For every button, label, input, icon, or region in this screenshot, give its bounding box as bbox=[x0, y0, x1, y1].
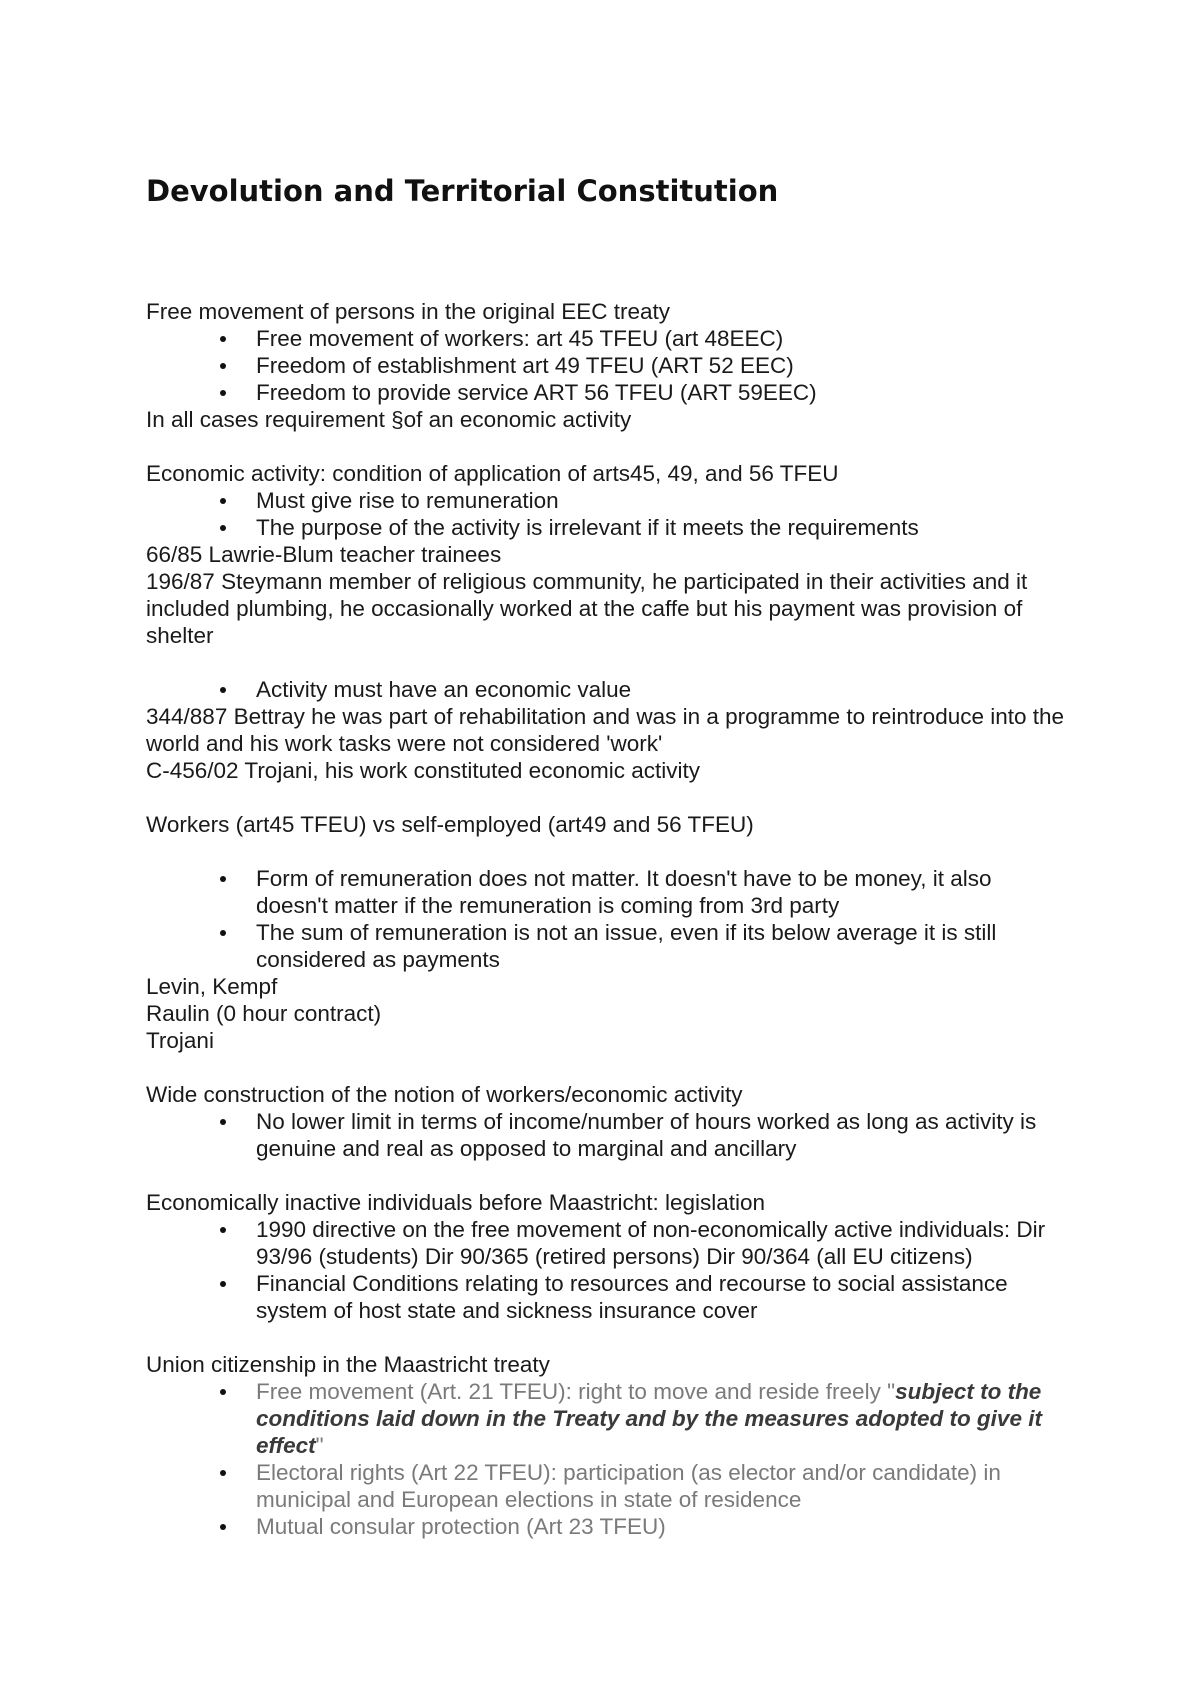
list-item: No lower limit in terms of income/number of hours worked as long as activity is genuine and real as opposed to marginal and ancillary bbox=[146, 1108, 1066, 1162]
spacer bbox=[146, 1054, 1066, 1081]
case-levin-kempf: Levin, Kempf bbox=[146, 974, 278, 999]
list-item: Free movement (Art. 21 TFEU): right to move and reside freely "subject to the conditions laid down in the Treaty and by the measures adopted to give it effect" bbox=[146, 1378, 1066, 1459]
bullet-icon bbox=[220, 1119, 226, 1125]
section-heading-union-citizenship: Union citizenship in the Maastricht treaty bbox=[146, 1352, 550, 1377]
bullet-icon bbox=[220, 930, 226, 936]
bullet-icon bbox=[220, 336, 226, 342]
list-item: Freedom to provide service ART 56 TFEU (ART 59EEC) bbox=[146, 379, 1066, 406]
bullet-icon bbox=[220, 876, 226, 882]
emphasized-quote: subject to the conditions laid down in the Treaty and by the measures adopted to give it effect bbox=[256, 1379, 1042, 1458]
bullet-list-eec-freedoms bbox=[146, 325, 1066, 406]
bullet-icon bbox=[220, 1524, 226, 1530]
section-heading-workers-vs-self-employed: Workers (art45 TFEU) vs self-employed (art49 and 56 TFEU) bbox=[146, 812, 754, 837]
document-title: Devolution and Territorial Constitution bbox=[146, 174, 779, 208]
case-trojani-2: Trojani bbox=[146, 1028, 214, 1053]
bullet-icon bbox=[220, 687, 226, 693]
list-item: Electoral rights (Art 22 TFEU): participation (as elector and/or candidate) in municipal and European elections in state of residence bbox=[146, 1459, 1066, 1513]
list-item: Must give rise to remuneration bbox=[146, 487, 1066, 514]
paragraph-requirement: In all cases requirement §of an economic activity bbox=[146, 407, 632, 432]
document-body bbox=[146, 298, 1066, 1540]
list-item: Free movement of workers: art 45 TFEU (art 48EEC) bbox=[146, 325, 1066, 352]
bullet-icon bbox=[220, 525, 226, 531]
bullet-list-wide-construction bbox=[146, 1108, 1066, 1162]
list-item: 1990 directive on the free movement of non-economically active individuals: Dir 93/96 (students) Dir 90/365 (retired persons) Dir 90/364 (all EU citizens) bbox=[146, 1216, 1066, 1270]
list-item: Form of remuneration does not matter. It doesn't have to be money, it also doesn't matter if the remuneration is coming from 3rd party bbox=[146, 865, 1066, 919]
spacer bbox=[146, 433, 1066, 460]
bullet-list-inactive-individuals bbox=[146, 1216, 1066, 1324]
spacer bbox=[146, 1324, 1066, 1351]
case-steymann: 196/87 Steymann member of religious community, he participated in their activities and it included plumbing, he occasionally worked at the caffe but his payment was provision of shelter bbox=[146, 569, 1028, 648]
section-heading-eec-treaty: Free movement of persons in the original EEC treaty bbox=[146, 299, 670, 324]
section-heading-inactive-individuals: Economically inactive individuals before Maastricht: legislation bbox=[146, 1190, 766, 1215]
bullet-icon bbox=[220, 363, 226, 369]
bullet-icon bbox=[220, 1227, 226, 1233]
case-raulin: Raulin (0 hour contract) bbox=[146, 1001, 382, 1026]
bullet-list-union-citizenship bbox=[146, 1378, 1066, 1540]
bullet-list-remuneration bbox=[146, 865, 1066, 973]
list-item: Mutual consular protection (Art 23 TFEU) bbox=[146, 1513, 1066, 1540]
list-item: The sum of remuneration is not an issue, even if its below average it is still considered as payments bbox=[146, 919, 1066, 973]
spacer bbox=[146, 838, 1066, 865]
bullet-icon bbox=[220, 1470, 226, 1476]
list-item: Financial Conditions relating to resources and recourse to social assistance system of host state and sickness insurance cover bbox=[146, 1270, 1066, 1324]
bullet-icon bbox=[220, 390, 226, 396]
bullet-icon bbox=[220, 1281, 226, 1287]
spacer bbox=[146, 784, 1066, 811]
section-heading-economic-activity: Economic activity: condition of application of arts45, 49, and 56 TFEU bbox=[146, 461, 839, 486]
section-heading-wide-construction: Wide construction of the notion of workers/economic activity bbox=[146, 1082, 743, 1107]
case-trojani: C-456/02 Trojani, his work constituted economic activity bbox=[146, 758, 700, 783]
bullet-icon bbox=[220, 498, 226, 504]
spacer bbox=[146, 1162, 1066, 1189]
case-bettray: 344/887 Bettray he was part of rehabilitation and was in a programme to reintroduce into the world and his work tasks were not considered 'work' bbox=[146, 704, 1065, 756]
case-lawrie-blum: 66/85 Lawrie-Blum teacher trainees bbox=[146, 542, 502, 567]
bullet-list-economic-activity bbox=[146, 487, 1066, 541]
spacer bbox=[146, 649, 1066, 676]
list-item: The purpose of the activity is irrelevant if it meets the requirements bbox=[146, 514, 1066, 541]
list-item: Activity must have an economic value bbox=[146, 676, 1066, 703]
bullet-list-economic-value bbox=[146, 676, 1066, 703]
bullet-icon bbox=[220, 1389, 226, 1395]
list-item: Freedom of establishment art 49 TFEU (ART 52 EEC) bbox=[146, 352, 1066, 379]
